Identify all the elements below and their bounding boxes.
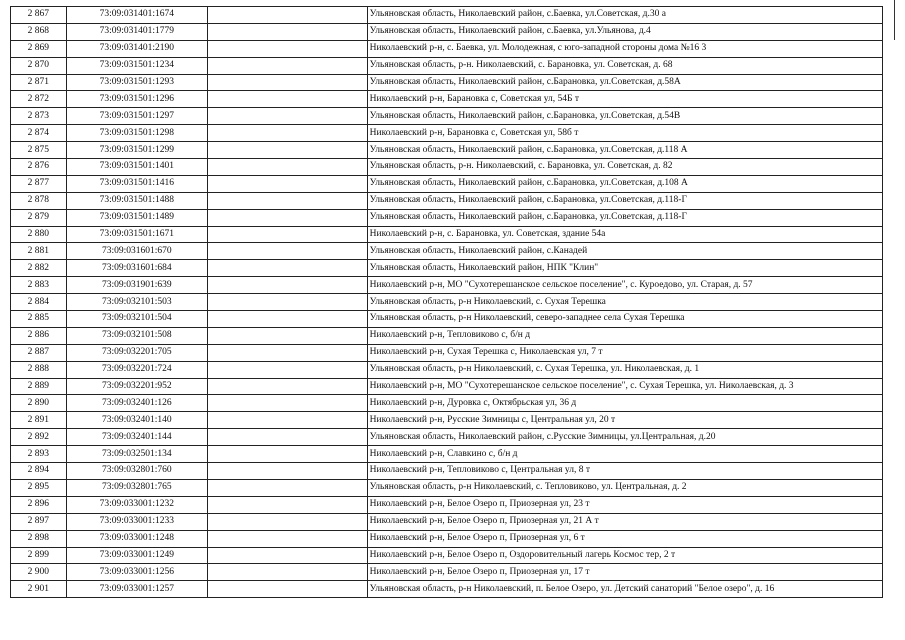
table-row [11, 40, 883, 57]
cadastral-number-cell: 73:09:032201:724 [66, 361, 207, 378]
table-row [11, 311, 883, 328]
table-row [11, 277, 883, 294]
cadastral-number-cell: 73:09:032401:140 [66, 412, 207, 429]
row-number-cell: 2 894 [11, 463, 67, 480]
table-row [11, 91, 883, 108]
row-number-cell: 2 868 [11, 23, 67, 40]
cadastral-number-cell: 73:09:031501:1297 [66, 108, 207, 125]
address-cell: Николаевский р-н, Сухая Терешка с, Николаевская ул, 7 т [367, 344, 882, 361]
cadastral-number-cell: 73:09:031501:1299 [66, 142, 207, 159]
row-number-cell: 2 885 [11, 311, 67, 328]
empty-cell [208, 479, 368, 496]
row-number-cell: 2 873 [11, 108, 67, 125]
address-cell: Ульяновская область, Николаевский район, с.Барановка, ул.Советская, д.118-Г [367, 192, 882, 209]
address-cell: Ульяновская область, Николаевский район, с.Барановка, ул.Советская, д.108 А [367, 175, 882, 192]
table-row [11, 344, 883, 361]
empty-cell [208, 7, 368, 24]
address-cell: Ульяновская область, Николаевский район, с.Баевка, ул.Ульянова, д.4 [367, 23, 882, 40]
address-cell: Ульяновская область, Николаевский район, с.Баевка, ул.Советская, д.30 а [367, 7, 882, 24]
table-row [11, 564, 883, 581]
empty-cell [208, 192, 368, 209]
cadastral-number-cell: 73:09:031501:1416 [66, 175, 207, 192]
empty-cell [208, 226, 368, 243]
cadastral-number-cell: 73:09:031501:1401 [66, 159, 207, 176]
table-row [11, 74, 883, 91]
address-cell: Николаевский р-н, Белое Озеро п, Приозерная ул, 21 А т [367, 513, 882, 530]
empty-cell [208, 142, 368, 159]
cadastral-number-cell: 73:09:031501:1234 [66, 57, 207, 74]
cadastral-number-cell: 73:09:032801:760 [66, 463, 207, 480]
table-row [11, 260, 883, 277]
empty-cell [208, 23, 368, 40]
empty-cell [208, 564, 368, 581]
empty-cell [208, 429, 368, 446]
row-number-cell: 2 889 [11, 378, 67, 395]
registry-sheet [10, 6, 883, 598]
cadastral-number-cell: 73:09:032401:126 [66, 395, 207, 412]
table-row [11, 125, 883, 142]
row-number-cell: 2 901 [11, 581, 67, 598]
table-row [11, 479, 883, 496]
cadastral-number-cell: 73:09:033001:1257 [66, 581, 207, 598]
empty-cell [208, 496, 368, 513]
cadastral-number-cell: 73:09:032801:765 [66, 479, 207, 496]
address-cell: Ульяновская область, Николаевский район, с.Русские Зимницы, ул.Центральная, д.20 [367, 429, 882, 446]
address-cell: Ульяновская область, р-н Николаевский, п. Белое Озеро, ул. Детский санаторий "Белое озеро", д. 16 [367, 581, 882, 598]
cadastral-number-cell: 73:09:032101:503 [66, 294, 207, 311]
table-row [11, 395, 883, 412]
empty-cell [208, 175, 368, 192]
row-number-cell: 2 872 [11, 91, 67, 108]
empty-cell [208, 277, 368, 294]
table-row [11, 496, 883, 513]
table-row [11, 175, 883, 192]
address-cell: Ульяновская область, р-н Николаевский, с. Сухая Терешка, ул. Николаевская, д. 1 [367, 361, 882, 378]
cadastral-number-cell: 73:09:031401:1674 [66, 7, 207, 24]
row-number-cell: 2 874 [11, 125, 67, 142]
empty-cell [208, 91, 368, 108]
table-row [11, 294, 883, 311]
row-number-cell: 2 892 [11, 429, 67, 446]
empty-cell [208, 159, 368, 176]
margin-mark [894, 0, 895, 40]
row-number-cell: 2 870 [11, 57, 67, 74]
table-row [11, 226, 883, 243]
property-table [10, 6, 883, 598]
address-cell: Ульяновская область, р-н Николаевский, северо-западнее села Сухая Терешка [367, 311, 882, 328]
table-row [11, 243, 883, 260]
empty-cell [208, 40, 368, 57]
address-cell: Николаевский р-н, Белое Озеро п, Оздоровительный лагерь Космос тер, 2 т [367, 547, 882, 564]
cadastral-number-cell: 73:09:031601:670 [66, 243, 207, 260]
table-row [11, 446, 883, 463]
address-cell: Николаевский р-н, Тепловиково с, б/н д [367, 327, 882, 344]
empty-cell [208, 446, 368, 463]
table-row [11, 412, 883, 429]
row-number-cell: 2 881 [11, 243, 67, 260]
empty-cell [208, 209, 368, 226]
address-cell: Ульяновская область, р-н Николаевский, с. Сухая Терешка [367, 294, 882, 311]
cadastral-number-cell: 73:09:032101:504 [66, 311, 207, 328]
row-number-cell: 2 871 [11, 74, 67, 91]
address-cell: Ульяновская область, Николаевский район, с.Канадей [367, 243, 882, 260]
cadastral-number-cell: 73:09:033001:1256 [66, 564, 207, 581]
row-number-cell: 2 895 [11, 479, 67, 496]
row-number-cell: 2 891 [11, 412, 67, 429]
empty-cell [208, 311, 368, 328]
empty-cell [208, 412, 368, 429]
row-number-cell: 2 875 [11, 142, 67, 159]
empty-cell [208, 327, 368, 344]
address-cell: Николаевский р-н, Белое Озеро п, Приозерная ул, 6 т [367, 530, 882, 547]
table-row [11, 7, 883, 24]
table-row [11, 378, 883, 395]
address-cell: Николаевский р-н, Белое Озеро п, Приозерная ул, 23 т [367, 496, 882, 513]
table-row [11, 361, 883, 378]
address-cell: Николаевский р-н, Барановка с, Советская ул, 54Б т [367, 91, 882, 108]
address-cell: Николаевский р-н, Русские Зимницы с, Центральная ул, 20 т [367, 412, 882, 429]
cadastral-number-cell: 73:09:031401:2190 [66, 40, 207, 57]
row-number-cell: 2 896 [11, 496, 67, 513]
row-number-cell: 2 898 [11, 530, 67, 547]
row-number-cell: 2 876 [11, 159, 67, 176]
row-number-cell: 2 884 [11, 294, 67, 311]
empty-cell [208, 125, 368, 142]
address-cell: Николаевский р-н, с. Баевка, ул. Молодежная, с юго-западной стороны дома №16 3 [367, 40, 882, 57]
address-cell: Николаевский р-н, Славкино с, б/н д [367, 446, 882, 463]
empty-cell [208, 294, 368, 311]
address-cell: Ульяновская область, Николаевский район, с.Барановка, ул.Советская, д.54В [367, 108, 882, 125]
row-number-cell: 2 890 [11, 395, 67, 412]
table-row [11, 159, 883, 176]
cadastral-number-cell: 73:09:031501:1489 [66, 209, 207, 226]
address-cell: Николаевский р-н, Тепловиково с, Центральная ул, 8 т [367, 463, 882, 480]
table-row [11, 209, 883, 226]
row-number-cell: 2 867 [11, 7, 67, 24]
row-number-cell: 2 880 [11, 226, 67, 243]
cadastral-number-cell: 73:09:032201:952 [66, 378, 207, 395]
row-number-cell: 2 893 [11, 446, 67, 463]
cadastral-number-cell: 73:09:033001:1248 [66, 530, 207, 547]
row-number-cell: 2 869 [11, 40, 67, 57]
empty-cell [208, 260, 368, 277]
empty-cell [208, 344, 368, 361]
address-cell: Ульяновская область, р-н. Николаевский, с. Барановка, ул. Советская, д. 82 [367, 159, 882, 176]
table-row [11, 513, 883, 530]
row-number-cell: 2 899 [11, 547, 67, 564]
row-number-cell: 2 900 [11, 564, 67, 581]
row-number-cell: 2 878 [11, 192, 67, 209]
row-number-cell: 2 879 [11, 209, 67, 226]
cadastral-number-cell: 73:09:033001:1249 [66, 547, 207, 564]
row-number-cell: 2 886 [11, 327, 67, 344]
empty-cell [208, 463, 368, 480]
table-row [11, 23, 883, 40]
cadastral-number-cell: 73:09:031501:1298 [66, 125, 207, 142]
cadastral-number-cell: 73:09:031501:1671 [66, 226, 207, 243]
empty-cell [208, 57, 368, 74]
table-row [11, 327, 883, 344]
cadastral-number-cell: 73:09:031501:1488 [66, 192, 207, 209]
cadastral-number-cell: 73:09:031501:1296 [66, 91, 207, 108]
address-cell: Ульяновская область, р-н Николаевский, с. Тепловиково, ул. Центральная, д. 2 [367, 479, 882, 496]
empty-cell [208, 361, 368, 378]
empty-cell [208, 581, 368, 598]
table-row [11, 547, 883, 564]
table-row [11, 581, 883, 598]
table-row [11, 429, 883, 446]
address-cell: Ульяновская область, Николаевский район, с.Барановка, ул.Советская, д.118 А [367, 142, 882, 159]
row-number-cell: 2 883 [11, 277, 67, 294]
table-row [11, 108, 883, 125]
table-row [11, 142, 883, 159]
row-number-cell: 2 888 [11, 361, 67, 378]
table-row [11, 530, 883, 547]
address-cell: Ульяновская область, Николаевский район, с.Барановка, ул.Советская, д.118-Г [367, 209, 882, 226]
empty-cell [208, 547, 368, 564]
property-table-body [11, 7, 883, 598]
row-number-cell: 2 897 [11, 513, 67, 530]
cadastral-number-cell: 73:09:031601:684 [66, 260, 207, 277]
address-cell: Ульяновская область, Николаевский район, с.Барановка, ул.Советская, д.58А [367, 74, 882, 91]
address-cell: Ульяновская область, р-н. Николаевский, с. Барановка, ул. Советская, д. 68 [367, 57, 882, 74]
empty-cell [208, 513, 368, 530]
cadastral-number-cell: 73:09:031401:1779 [66, 23, 207, 40]
table-row [11, 463, 883, 480]
address-cell: Ульяновская область, Николаевский район, НПК "Клин" [367, 260, 882, 277]
row-number-cell: 2 887 [11, 344, 67, 361]
table-row [11, 192, 883, 209]
cadastral-number-cell: 73:09:032201:705 [66, 344, 207, 361]
address-cell: Николаевский р-н, Белое Озеро п, Приозерная ул, 17 т [367, 564, 882, 581]
table-row [11, 57, 883, 74]
cadastral-number-cell: 73:09:031501:1293 [66, 74, 207, 91]
address-cell: Николаевский р-н, МО "Сухотерешанское сельское поселение", с. Сухая Терешка, ул. Николаевская, д. 3 [367, 378, 882, 395]
address-cell: Николаевский р-н, Дуровка с, Октябрьская ул, 36 д [367, 395, 882, 412]
empty-cell [208, 108, 368, 125]
empty-cell [208, 395, 368, 412]
cadastral-number-cell: 73:09:032101:508 [66, 327, 207, 344]
cadastral-number-cell: 73:09:033001:1232 [66, 496, 207, 513]
empty-cell [208, 243, 368, 260]
cadastral-number-cell: 73:09:031901:639 [66, 277, 207, 294]
row-number-cell: 2 882 [11, 260, 67, 277]
empty-cell [208, 74, 368, 91]
cadastral-number-cell: 73:09:032401:144 [66, 429, 207, 446]
cadastral-number-cell: 73:09:032501:134 [66, 446, 207, 463]
address-cell: Николаевский р-н, Барановка с, Советская ул, 58б т [367, 125, 882, 142]
address-cell: Николаевский р-н, с. Барановка, ул. Советская, здание 54а [367, 226, 882, 243]
address-cell: Николаевский р-н, МО "Сухотерешанское сельское поселение", с. Куроедово, ул. Старая, д. 57 [367, 277, 882, 294]
empty-cell [208, 378, 368, 395]
empty-cell [208, 530, 368, 547]
cadastral-number-cell: 73:09:033001:1233 [66, 513, 207, 530]
row-number-cell: 2 877 [11, 175, 67, 192]
